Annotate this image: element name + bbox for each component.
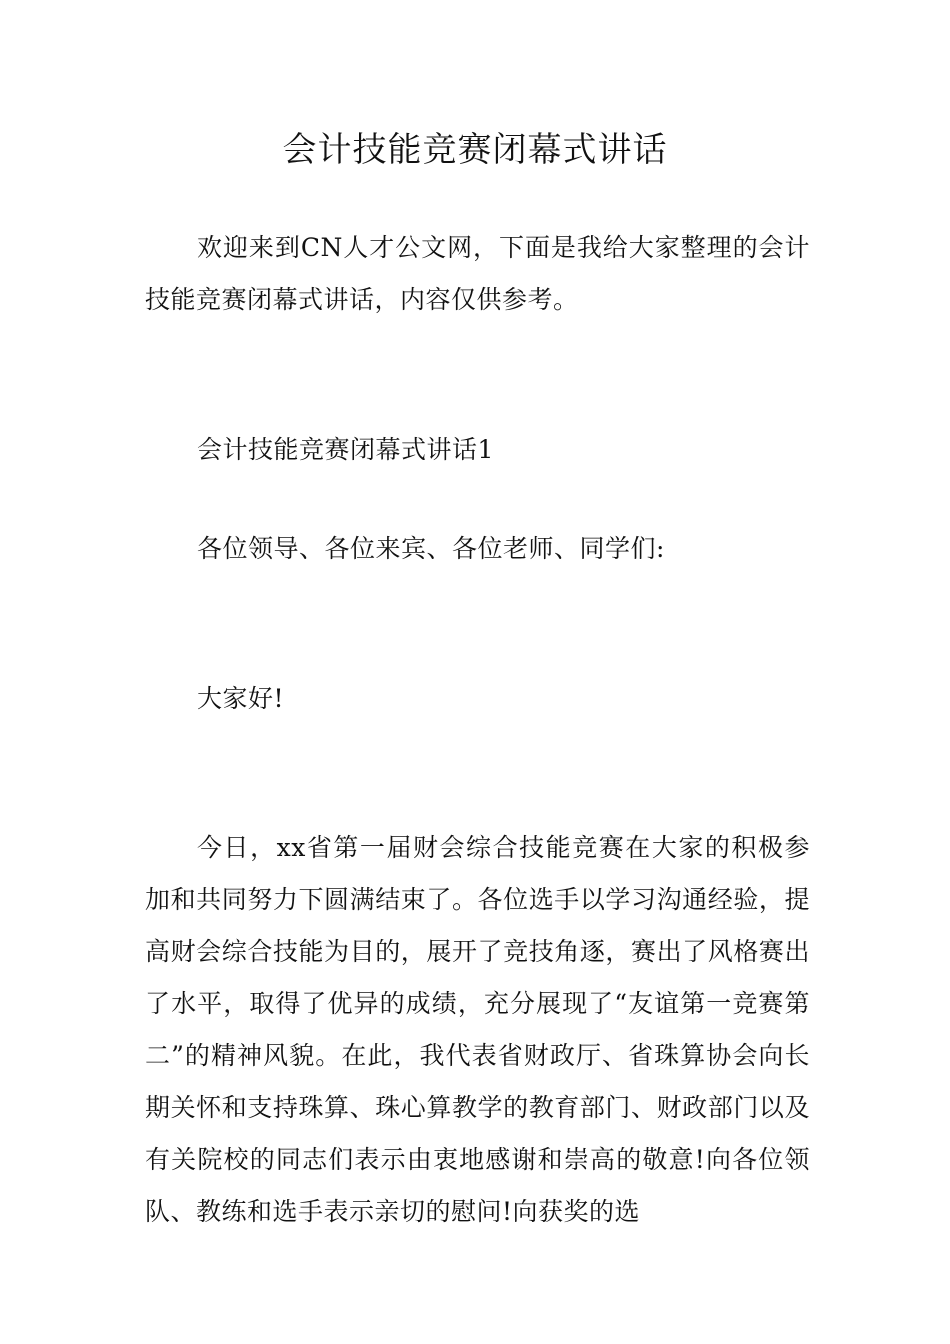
intro-paragraph: 欢迎来到CN人才公文网，下面是我给大家整理的会计技能竞赛闭幕式讲话，内容仅供参考。 (145, 233, 810, 314)
section-heading: 会计技能竞赛闭幕式讲话1 (197, 435, 494, 464)
document-title: 会计技能竞赛闭幕式讲话 (282, 130, 668, 170)
greeting-paragraph: 大家好! (197, 684, 285, 713)
body-paragraph: 今日，xx省第一届财会综合技能竞赛在大家的积极参加和共同努力下圆满结束了。各位选手以学习沟通经验，提高财会综合技能为目的，展开了竞技角逐，赛出了风格赛出了水平，取得了优异的成绩，充分展现了“友谊第一竞赛第二”的精神风貌。在此，我代表省财政厅、省珠算协会向长期关怀和支持珠算、珠心算教学的教育部门、财政部门以及有关院校的同志们表示由衷地感谢和崇高的敬意!向各位领队、教练和选手表示亲切的慰问!向获奖的选 (145, 833, 810, 1226)
salutation-paragraph: 各位领导、各位来宾、各位老师、同学们: (197, 534, 665, 563)
